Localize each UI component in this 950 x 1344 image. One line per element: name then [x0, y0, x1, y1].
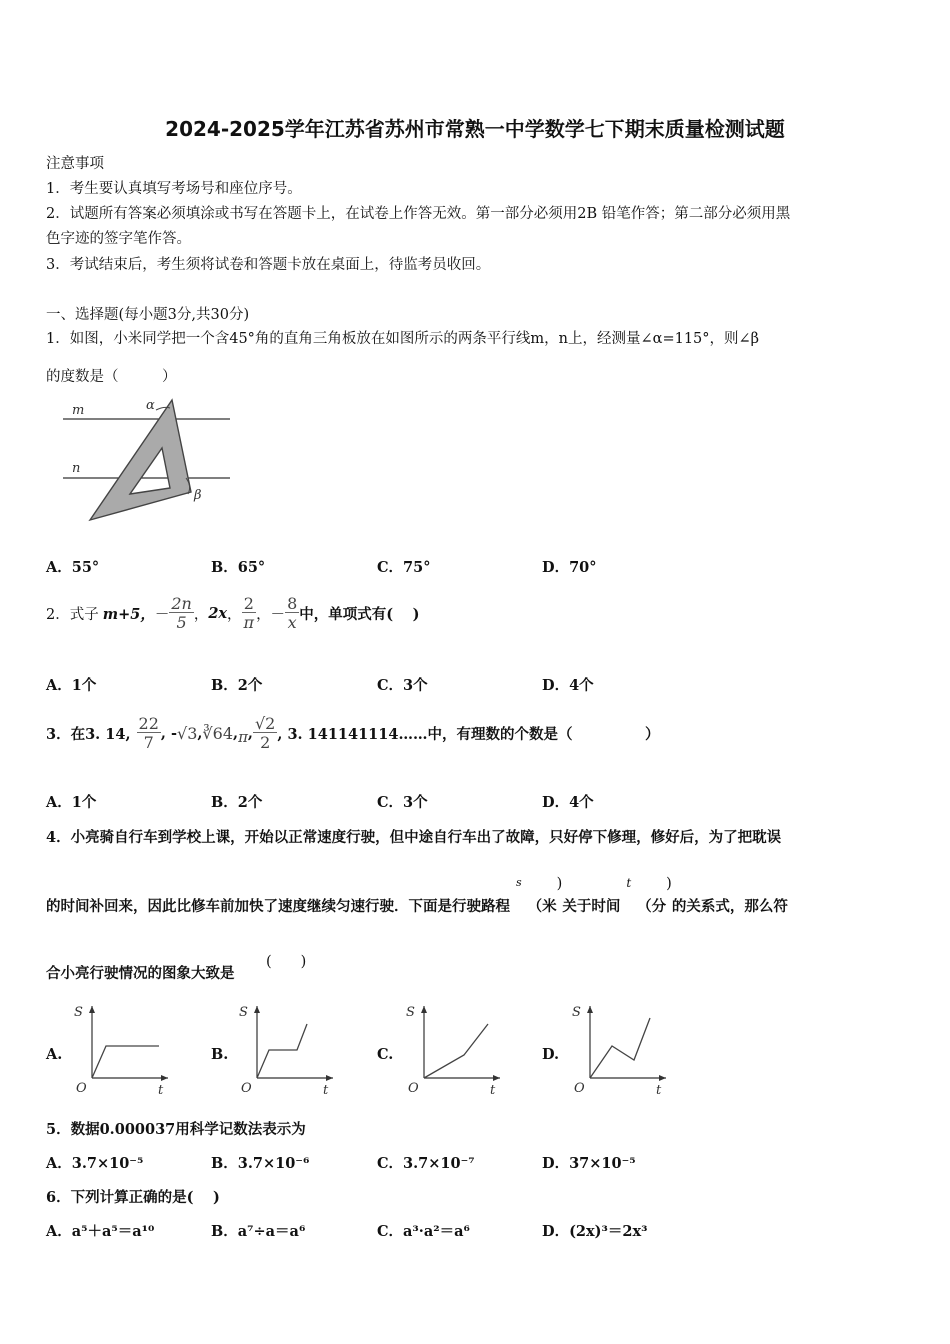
q3-sqrt3: √3 [177, 723, 198, 743]
q2-stem [46, 588, 420, 638]
q6-option-a[interactable]: A．a⁵＋a⁵＝a¹⁰ [46, 1223, 155, 1240]
q4-line2-e: 的关系式，那么符 [671, 898, 788, 915]
q5-option-a[interactable]: A．3.7×10⁻⁵ [46, 1155, 144, 1172]
q4-graph-c-label[interactable]: C. [377, 1046, 394, 1063]
q2-fraction-8-x [285, 593, 299, 632]
q3-sep-3: , [233, 724, 239, 742]
page-title: 2024-2025学年江苏省苏州市常熟一中学数学七下期末质量检测试题 [165, 117, 785, 141]
alpha-label: α [146, 398, 155, 413]
q4-paren-2: ) [666, 876, 672, 892]
q2-option-c[interactable]: C．3个 [377, 677, 428, 694]
q1-stem-line1: 1．如图，小米同学把一个含45°角的直角三角板放在如图所示的两条平行线m，n上，经测量∠α=115°，则∠β [46, 331, 760, 347]
q6-stem: 6．下列计算正确的是( ) [46, 1189, 220, 1206]
notice-item-2-line1: 2．试题所有答案必须填涂或书写在答题卡上，在试卷上作答无效。第一部分必须用2B 铅笔作答；第二部分必须用黑 [46, 206, 791, 222]
q4-graph-a[interactable] [68, 998, 178, 1098]
q2-fraction-2-pi [242, 593, 257, 632]
origin-label: O [408, 1081, 419, 1096]
q3-fraction-22-7 [137, 713, 161, 752]
q6-option-d[interactable]: D．(2x)³＝2x³ [542, 1223, 648, 1240]
q2-fraction-2n-5 [169, 593, 193, 632]
q5-option-d[interactable]: D．37×10⁻⁵ [542, 1155, 636, 1172]
q2-suffix: 中，单项式有( ) [299, 605, 420, 623]
q4-graph-c[interactable] [400, 998, 510, 1098]
q3-prefix: 3．在3. 14, [46, 725, 131, 743]
q3-cbrt64: ∛64 [202, 723, 233, 743]
notice-item-1: 1．考生要认真填写考场号和座位序号。 [46, 181, 302, 197]
q3-pi: π [238, 728, 248, 746]
q2-f3-num: 8 [287, 593, 298, 613]
q1-option-a[interactable]: A．55° [46, 559, 100, 576]
q2-sep-3: ，－ [256, 606, 286, 623]
q3-f1-den: 7 [137, 732, 161, 751]
q4-line2-c: 关于时间 [562, 898, 621, 915]
q1-option-d[interactable]: D．70° [542, 559, 597, 576]
origin-label: O [574, 1081, 585, 1096]
line-m-label: m [72, 403, 85, 418]
q4-line2-d: （分 [637, 898, 667, 915]
axis-t-label: t [323, 1083, 329, 1098]
beta-label: β [194, 488, 202, 503]
line-n-label: n [72, 461, 81, 476]
q3-f2-den: 2 [253, 732, 277, 751]
q2-f1-den: 5 [169, 612, 193, 631]
q4-stem-line2 [46, 876, 788, 916]
notice-item-3: 3．考试结束后，考生须将试卷和答题卡放在桌面上，待监考员收回。 [46, 257, 491, 273]
q3-stem [46, 706, 659, 760]
notice-item-2-line2: 色字迹的签字笔作答。 [46, 231, 191, 247]
q5-option-b[interactable]: B．3.7×10⁻⁶ [211, 1155, 310, 1172]
q2-term-m5: m+5， [102, 605, 155, 623]
q2-option-b[interactable]: B．2个 [211, 677, 263, 694]
q6-option-c[interactable]: C．a³·a²＝a⁶ [377, 1223, 470, 1240]
q6-option-b[interactable]: B．a⁷÷a＝a⁶ [211, 1223, 306, 1240]
q3-option-c[interactable]: C．3个 [377, 794, 428, 811]
q3-option-a[interactable]: A．1个 [46, 794, 97, 811]
axis-s-label: S [239, 1005, 248, 1020]
q4-stem-line1: 4．小亮骑自行车到学校上课，开始以正常速度行驶，但中途自行车出了故障，只好停下修理，修好后，为了把耽误 [46, 829, 782, 846]
q4-stem-line3: 合小亮行驶情况的图象大致是 [46, 965, 235, 982]
q1-option-c[interactable]: C．75° [377, 559, 431, 576]
q3-sep-2: , [197, 724, 203, 742]
q3-suffix: , 3. 141141114……中，有理数的个数是（ ） [277, 725, 660, 743]
q4-graph-b[interactable] [233, 998, 343, 1098]
q2-f2-den: π [243, 612, 255, 632]
q2-option-d[interactable]: D．4个 [542, 677, 594, 694]
origin-label: O [76, 1081, 87, 1096]
q1-option-b[interactable]: B．65° [211, 559, 266, 576]
section-heading: 一、选择题(每小题3分,共30分) [46, 307, 250, 323]
axis-s-label: S [572, 1005, 581, 1020]
q2-prefix: 2．式子 [46, 606, 99, 623]
q4-graph-d[interactable] [566, 998, 676, 1098]
axis-s-label: S [406, 1005, 415, 1020]
q4-graph-b-label[interactable]: B. [211, 1046, 229, 1063]
origin-label: O [241, 1081, 252, 1096]
q2-minus-1: － [154, 606, 170, 623]
q5-stem: 5．数据0.000037用科学记数法表示为 [46, 1121, 306, 1138]
q3-sep-4: , [247, 724, 253, 742]
q2-term-2x: 2x [208, 604, 228, 622]
q4-line2-b: （米 [527, 898, 557, 915]
q3-f2-num: √2 [254, 713, 276, 733]
q4-line2-a: 的时间补回来，因此比修车前加快了速度继续匀速行驶．下面是行驶路程 [46, 898, 510, 915]
q1-stem-line2: 的度数是（ ） [46, 369, 177, 385]
q4-answer-paren: ( ) [266, 954, 307, 970]
q4-paren-1: ) [556, 876, 563, 892]
q3-f1-num: 22 [138, 713, 159, 733]
q2-f2-num: 2 [243, 593, 254, 613]
q4-var-t: t [626, 876, 632, 890]
axis-s-label: S [74, 1005, 83, 1020]
q3-option-b[interactable]: B．2个 [211, 794, 263, 811]
q3-sep-1: , - [160, 724, 177, 742]
q3-fraction-sqrt2-2 [253, 713, 277, 752]
q4-graph-a-label[interactable]: A. [46, 1046, 63, 1063]
q1-figure [58, 392, 243, 527]
q4-var-s: s [516, 876, 522, 889]
notice-heading: 注意事项 [46, 156, 104, 172]
axis-t-label: t [490, 1083, 496, 1098]
axis-t-label: t [158, 1083, 164, 1098]
q2-f3-den: x [285, 612, 299, 631]
q5-option-c[interactable]: C．3.7×10⁻⁷ [377, 1155, 475, 1172]
axis-t-label: t [656, 1083, 662, 1098]
q3-option-d[interactable]: D．4个 [542, 794, 594, 811]
q4-graph-d-label[interactable]: D. [542, 1046, 560, 1063]
q2-f1-num: 2n [171, 593, 192, 613]
q2-sep-1: ， [193, 606, 209, 623]
q2-option-a[interactable]: A．1个 [46, 677, 97, 694]
q2-sep-2: ， [227, 606, 242, 623]
